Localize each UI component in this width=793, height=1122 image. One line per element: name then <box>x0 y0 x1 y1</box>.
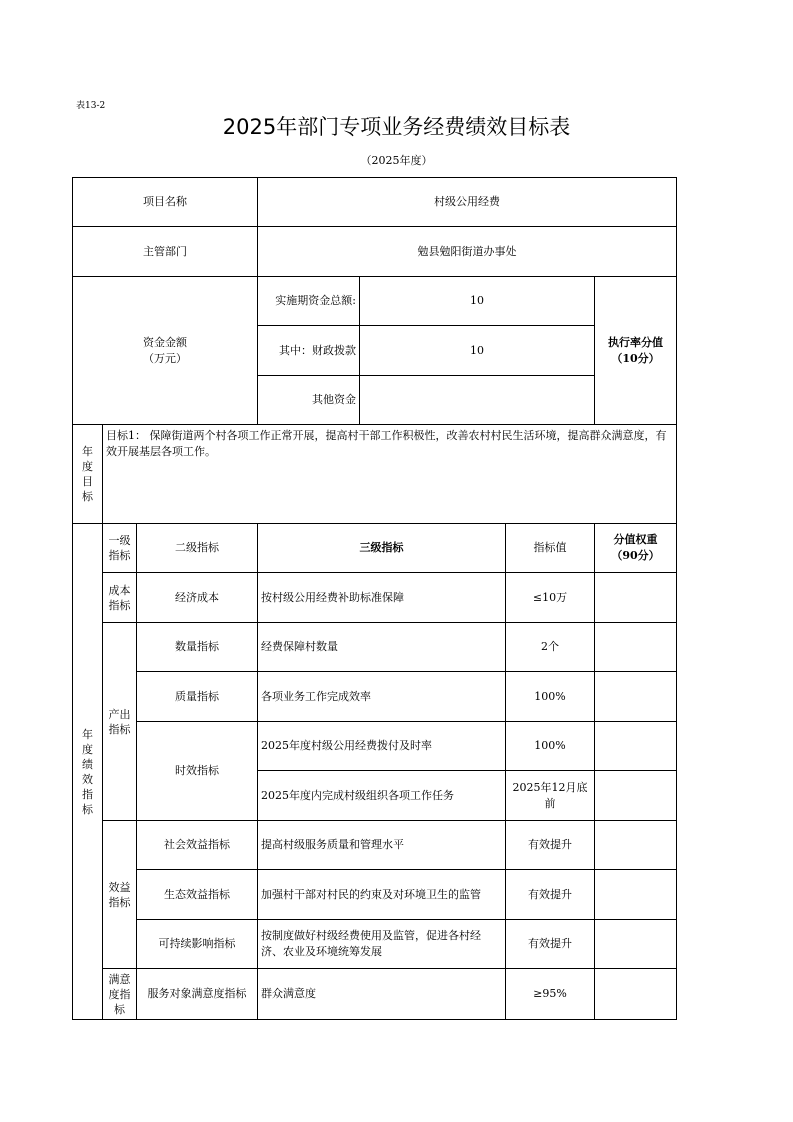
cost-level3: 按村级公用经费补助标准保障 <box>258 573 506 623</box>
performance-indicators-label-text: 年度绩效指标 <box>82 727 93 816</box>
department-label: 主管部门 <box>73 227 258 277</box>
quantity-value: 2个 <box>506 623 595 672</box>
table-row <box>73 573 677 623</box>
quality-value: 100% <box>506 672 595 722</box>
table-row <box>73 524 677 573</box>
fiscal-year: （2025年度） <box>360 154 433 167</box>
annual-goal-text: 目标1： 保障街道两个村各项工作正常开展，提高村干部工作积极性，改善农村村民生活环境，提高群众满意度，有效开展基层各项工作。 <box>103 425 677 524</box>
header-level1-text: 一级指标 <box>108 534 131 562</box>
annual-goal-label-text: 年度目标 <box>82 445 93 503</box>
header-level3: 三级指标 <box>258 524 506 573</box>
total-funds-label: 实施期资金总额: <box>258 277 360 326</box>
benefit-level1-text: 效益指标 <box>108 880 131 909</box>
quality-weight <box>595 672 677 722</box>
fiscal-funds-label: 其中：财政拨款 <box>258 326 360 376</box>
ecological-value: 有效提升 <box>506 870 595 920</box>
satisfaction-level2: 服务对象满意度指标 <box>137 969 258 1020</box>
sustainable-value: 有效提升 <box>506 920 595 969</box>
header-value: 指标值 <box>506 524 595 573</box>
table-row <box>73 623 677 672</box>
quality-level2: 质量指标 <box>137 672 258 722</box>
funds-label <box>73 277 258 425</box>
benefit-level1 <box>103 821 137 969</box>
satisfaction-level1 <box>103 969 137 1020</box>
total-funds-value: 10 <box>360 277 595 326</box>
department-value: 勉县勉阳街道办事处 <box>258 227 677 277</box>
header-level2: 二级指标 <box>137 524 258 573</box>
quality-level3: 各项业务工作完成效率 <box>258 672 506 722</box>
cost-level2: 经济成本 <box>137 573 258 623</box>
execution-rate-score <box>595 277 677 425</box>
timeliness-value-2: 2025年12月底前 <box>506 771 595 821</box>
social-weight <box>595 821 677 870</box>
header-weight <box>595 524 677 573</box>
timeliness-weight-1 <box>595 722 677 771</box>
funds-label-line1: 资金金额 <box>143 335 187 349</box>
table-row <box>73 227 677 277</box>
execution-rate-line1: 执行率分值 <box>608 335 663 349</box>
ecological-level3: 加强村干部对村民的约束及对环境卫生的监管 <box>258 870 506 920</box>
project-name-value: 村级公用经费 <box>258 178 677 227</box>
sustainable-level2: 可持续影响指标 <box>137 920 258 969</box>
annual-goal-label <box>73 425 103 524</box>
cost-level1 <box>103 573 137 623</box>
table-row <box>73 870 677 920</box>
timeliness-level3-2: 2025年度内完成村级组织各项工作任务 <box>258 771 506 821</box>
social-value: 有效提升 <box>506 821 595 870</box>
timeliness-weight-2 <box>595 771 677 821</box>
satisfaction-weight <box>595 969 677 1020</box>
quantity-weight <box>595 623 677 672</box>
social-level2: 社会效益指标 <box>137 821 258 870</box>
performance-indicators-label <box>73 524 103 1020</box>
satisfaction-value: ≥95% <box>506 969 595 1020</box>
table-row <box>73 821 677 870</box>
ecological-level2: 生态效益指标 <box>137 870 258 920</box>
header-weight-line2: （90分） <box>611 549 660 562</box>
table-row <box>73 920 677 969</box>
table-row <box>73 425 677 524</box>
table-row <box>73 672 677 722</box>
sustainable-weight <box>595 920 677 969</box>
execution-rate-line2: （10分） <box>611 351 660 365</box>
table-row <box>73 178 677 227</box>
timeliness-level2: 时效指标 <box>137 722 258 821</box>
cost-value: ≤10万 <box>506 573 595 623</box>
performance-target-table <box>72 177 677 1020</box>
cost-weight <box>595 573 677 623</box>
satisfaction-level1-text: 满意度指标 <box>108 972 131 1016</box>
other-funds-value <box>360 376 595 425</box>
output-level1 <box>103 623 137 821</box>
sustainable-level3: 按制度做好村级经费使用及监管，促进各村经济、农业及环境统筹发展 <box>258 920 506 969</box>
quantity-level3: 经费保障村数量 <box>258 623 506 672</box>
ecological-weight <box>595 870 677 920</box>
table-row <box>73 277 677 326</box>
satisfaction-level3: 群众满意度 <box>258 969 506 1020</box>
funds-label-line2: （万元） <box>143 351 187 365</box>
other-funds-label: 其他资金 <box>258 376 360 425</box>
page-title: 2025年部门专项业务经费绩效目标表 <box>222 115 571 139</box>
cost-level1-text: 成本指标 <box>108 583 131 612</box>
social-level3: 提高村级服务质量和管理水平 <box>258 821 506 870</box>
document-number: 表13-2 <box>76 101 106 111</box>
timeliness-level3-1: 2025年度村级公用经费拨付及时率 <box>258 722 506 771</box>
timeliness-value-1: 100% <box>506 722 595 771</box>
header-level1 <box>103 524 137 573</box>
fiscal-funds-value: 10 <box>360 326 595 376</box>
table-row <box>73 722 677 771</box>
project-name-label: 项目名称 <box>73 178 258 227</box>
output-level1-text: 产出指标 <box>108 707 131 736</box>
header-weight-line1: 分值权重 <box>613 533 658 546</box>
quantity-level2: 数量指标 <box>137 623 258 672</box>
table-row <box>73 969 677 1020</box>
